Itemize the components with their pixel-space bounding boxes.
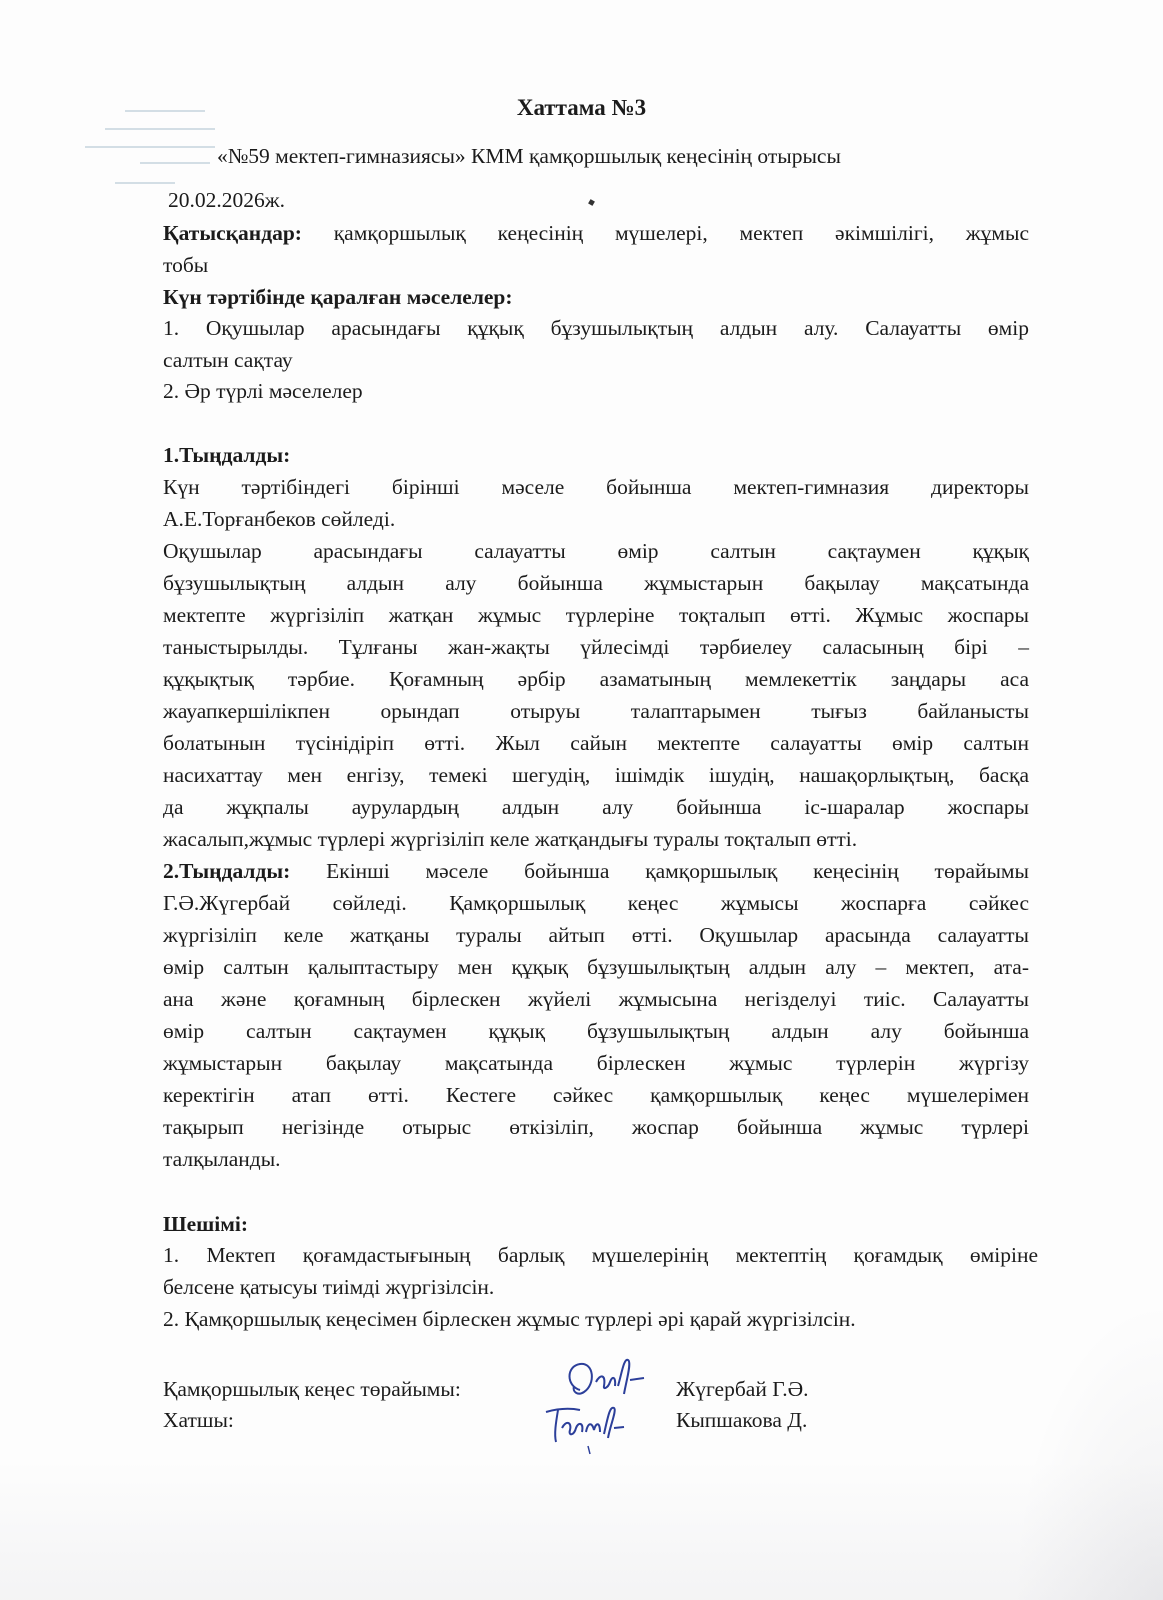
- section-1-line: Күн тәртібіндегі бірінші мәселе бойынша мектеп-гимназия директоры: [163, 475, 1029, 499]
- agenda-item-1-line-2: салтын сақтау: [163, 348, 293, 372]
- section-2-line: тақырып негізінде отырыс өткізіліп, жоспар бойынша жұмыс түрлері: [163, 1115, 1029, 1139]
- document-subtitle: «№59 мектеп-гимназиясы» КММ қамқоршылық кеңесінің отырысы: [217, 144, 841, 168]
- section-1-line: жасалып,жұмыс түрлері жүргізіліп келе жатқандығы туралы тоқталып өтті.: [163, 827, 858, 851]
- decision-item-1-line-1: 1. Мектеп қоғамдастығының барлық мүшелерінің мектептің қоғамдық өміріне: [163, 1243, 1038, 1267]
- section-1-line: бұзушылықтың алдын алу бойынша жұмыстарын бақылау мақсатында: [163, 571, 1029, 595]
- decision-item-2: 2. Қамқоршылық кеңесімен бірлескен жұмыс түрлері әрі қарай жүргізілсін.: [163, 1307, 856, 1331]
- attendees-text: қамқоршылық кеңесінің мүшелері, мектеп әкімшілігі, жұмыс: [301, 221, 1029, 245]
- section-2-line: ана және қоғамның бірлескен жүйелі жұмысына негізделуі тиіс. Салауатты: [163, 987, 1029, 1011]
- attendees-label: Қатысқандар:: [163, 221, 302, 245]
- agenda-heading: Күн тәртібінде қаралған мәселелер:: [163, 285, 513, 309]
- chair-label: Қамқоршылық кеңес төрайымы:: [163, 1377, 461, 1401]
- document-title: Хаттама №3: [516, 95, 647, 120]
- section-1-line: насихаттау мен енгізу, темекі шегудің, ішімдік ішудің, нашақорлықтың, басқа: [163, 763, 1029, 787]
- secretary-name: Кыпшакова Д.: [676, 1408, 808, 1432]
- section-2-heading: 2.Тыңдалды:: [163, 859, 291, 883]
- section-1-line: таныстырылды. Тұлғаны жан-жақты үйлесімді тәрбиелеу саласының бірі –: [163, 635, 1029, 659]
- section-1-heading: 1.Тыңдалды:: [163, 443, 291, 467]
- section-2-line: талқыланды.: [163, 1147, 281, 1171]
- section-1-line: жауапкершілікпен орындап отыруы талаптарымен тығыз байланысты: [163, 699, 1029, 723]
- agenda-item-2: 2. Әр түрлі мәселелер: [163, 379, 363, 403]
- attendees-line-1: [163, 218, 1029, 249]
- scan-shadow: [0, 1460, 1163, 1600]
- chair-name: Жүгербай Г.Ә.: [676, 1377, 809, 1401]
- secretary-signature: [540, 1398, 630, 1458]
- section-2-line: керектігін атап өтті. Кестеге сәйкес қамқоршылық кеңес мүшелерімен: [163, 1083, 1029, 1107]
- section-1-line: болатынын түсінідіріп өтті. Жыл сайын мектепте салауатты өмір салтын: [163, 731, 1029, 755]
- section-2-first-text: Екінші мәселе бойынша қамқоршылық кеңесінің төрайымы: [290, 859, 1029, 883]
- agenda-item-1-line-1: 1. Оқушылар арасындағы құқық бұзушылықтың алдын алу. Салауатты өмір: [163, 316, 1029, 340]
- document-date: 20.02.2026ж.: [168, 188, 285, 212]
- section-2-line-first: [163, 856, 1029, 887]
- section-2-line: жұмыстарын бақылау мақсатында бірлескен жұмыс түрлерін жүргізу: [163, 1051, 1029, 1075]
- section-1-line: Оқушылар арасындағы салауатты өмір салтын сақтаумен құқық: [163, 539, 1029, 563]
- decision-heading: Шешімі:: [163, 1212, 249, 1236]
- section-1-line: мектепте жүргізіліп жатқан жұмыс түрлеріне тоқталып өтті. Жұмыс жоспары: [163, 603, 1029, 627]
- section-2-line: өмір салтын сақтаумен құқық бұзушылықтың алдын алу бойынша: [163, 1019, 1029, 1043]
- section-1-line: да жұқпалы аурулардың алдын алу бойынша іс-шаралар жоспары: [163, 795, 1029, 819]
- section-2-line: Г.Ә.Жүгербай сөйледі. Қамқоршылық кеңес жұмысы жоспарға сәйкес: [163, 891, 1029, 915]
- attendees-line-2: тобы: [163, 253, 209, 277]
- section-1-line: А.Е.Торғанбеков сөйледі.: [163, 507, 396, 531]
- section-1-line: құқықтық тәрбие. Қоғамның әрбір азаматының мемлекеттік заңдары аса: [163, 667, 1029, 691]
- secretary-label: Хатшы:: [163, 1408, 234, 1432]
- scan-shadow-corner: [1013, 1300, 1163, 1600]
- section-2-line: жүргізіліп келе жатқаны туралы айтып өтті. Оқушылар арасында салауатты: [163, 923, 1029, 947]
- decision-item-1-line-2: белсене қатысуы тиімді жүргізілсін.: [163, 1275, 495, 1299]
- section-2-line: өмір салтын қалыптастыру мен құқық бұзушылықтың алдын алу – мектеп, ата-: [163, 955, 1029, 979]
